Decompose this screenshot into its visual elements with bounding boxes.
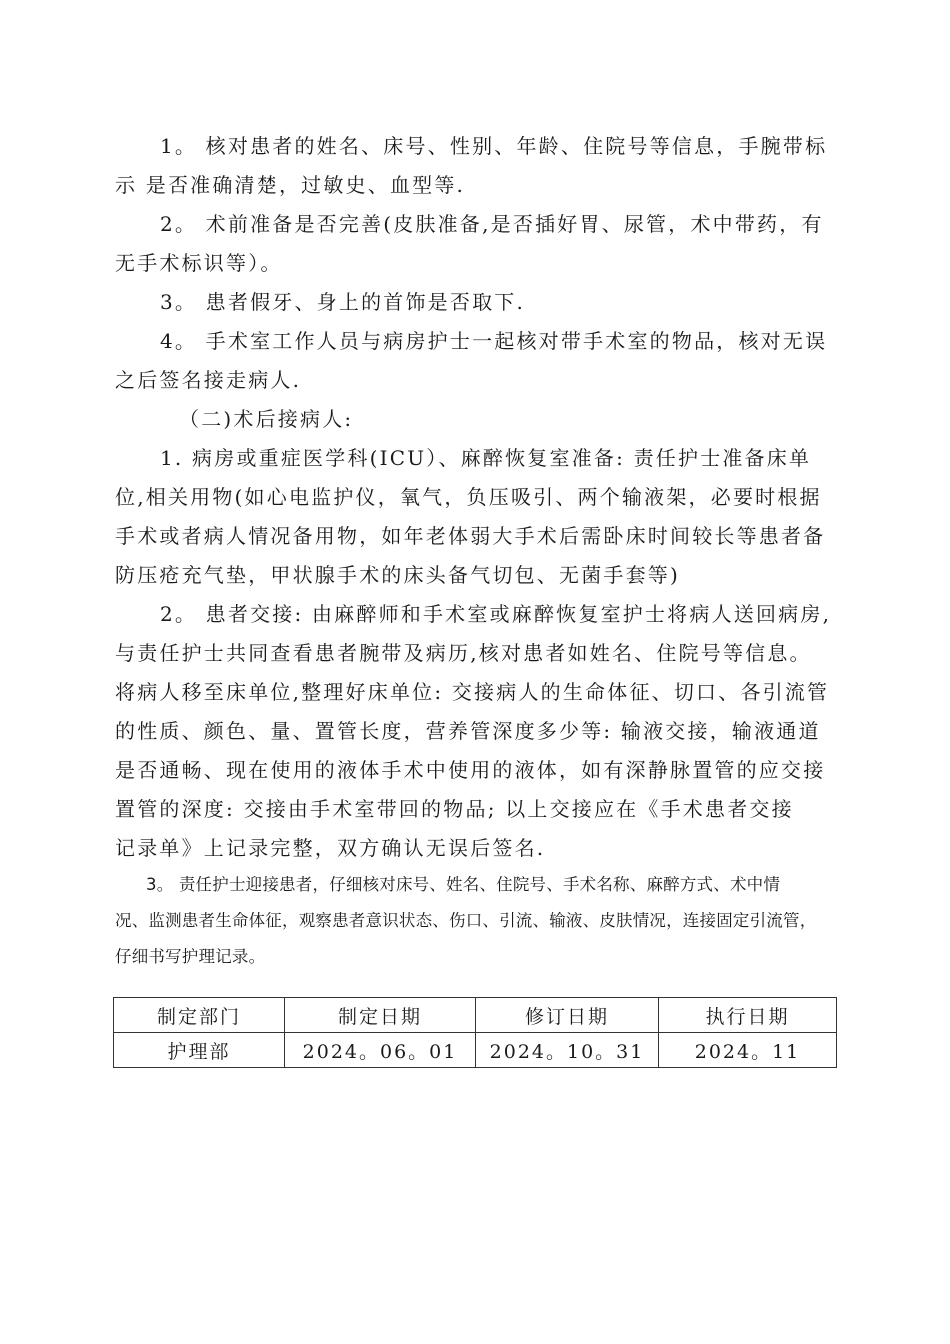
revision-table xyxy=(113,997,837,1068)
post-item-2-line-5: 是否通畅、现在使用的液体手术中使用的液体，如有深静脉置管的应交接 xyxy=(115,758,826,782)
post-item-2-line-6: 置管的深度: 交接由手术室带回的物品; 以上交接应在《手术患者交接 xyxy=(115,797,794,821)
table-header-row xyxy=(114,998,837,1033)
item-4-line-1: 4。 手术室工作人员与病房护士一起核对带手术室的物品，核对无误 xyxy=(160,329,828,353)
post-item-2-line-4: 的性质、颜色、量、置管长度，营养管深度多少等: 输液交接，输液通道 xyxy=(115,719,821,743)
post-item-2-line-2: 与责任护士共同查看患者腕带及病历,核对患者如姓名、住院号等信息。 xyxy=(115,641,812,665)
item-1-line-2: 示 是否准确清楚，过敏史、血型等. xyxy=(115,173,466,197)
item-2-line-1: 2。 术前准备是否完善(皮肤准备,是否插好胃、尿管，术中带药，有 xyxy=(160,212,824,236)
item-2-line-2: 无手术标识等）。 xyxy=(115,251,283,275)
header-effective: 执行日期 xyxy=(659,998,837,1033)
item-4-line-2: 之后签名接走病人. xyxy=(115,368,302,392)
post-item-2-line-3: 将病人移至床单位,整理好床单位: 交接病人的生命体征、切口、各引流管 xyxy=(115,680,830,704)
post-item-3-line-3: 仔细书写护理记录。 xyxy=(115,947,266,966)
cell-created: 2024。06。01 xyxy=(285,1033,476,1068)
post-item-1-line-4: 防压疮充气垫，甲状腺手术的床头备气切包、无菌手套等) xyxy=(115,563,681,587)
cell-effective: 2024。11 xyxy=(659,1033,837,1068)
document-body xyxy=(115,132,837,981)
header-created: 制定日期 xyxy=(285,998,476,1033)
post-item-1-line-1: 1. 病房或重症医学科(ICU）、麻醉恢复室准备: 责任护士准备床单 xyxy=(160,446,812,470)
post-item-2-line-7: 记录单》上记录完整，双方确认无误后签名. xyxy=(115,836,546,860)
header-dept: 制定部门 xyxy=(114,998,285,1033)
post-item-1-line-3: 手术或者病人情况备用物，如年老体弱大手术后需卧床时间较长等患者备 xyxy=(115,524,826,548)
cell-dept: 护理部 xyxy=(114,1033,285,1068)
table-row xyxy=(114,1033,837,1068)
post-item-2-line-1: 2。 患者交接: 由麻醉师和手术室或麻醉恢复室护士将病人送回病房, xyxy=(160,602,832,626)
post-item-1-line-2: 位,相关用物(如心电监护仪，氧气，负压吸引、两个输液架，必要时根据 xyxy=(115,485,822,509)
post-item-3-line-1: 3。 责任护士迎接患者，仔细核对床号、姓名、住院号、手术名称、麻醉方式、术中情 xyxy=(146,875,781,894)
item-1-line-1: 1。 核对患者的姓名、床号、性别、年龄、住院号等信息，手腕带标 xyxy=(160,134,828,158)
cell-revised: 2024。10。31 xyxy=(476,1033,659,1068)
header-revised: 修订日期 xyxy=(476,998,659,1033)
post-item-3-line-2: 况、监测患者生命体征，观察患者意识状态、伤口、引流、输液、皮肤情况，连接固定引流管， xyxy=(115,911,817,930)
section-heading: （二)术后接病人: xyxy=(179,407,354,431)
item-3-line-1: 3。 患者假牙、身上的首饰是否取下. xyxy=(160,290,526,314)
